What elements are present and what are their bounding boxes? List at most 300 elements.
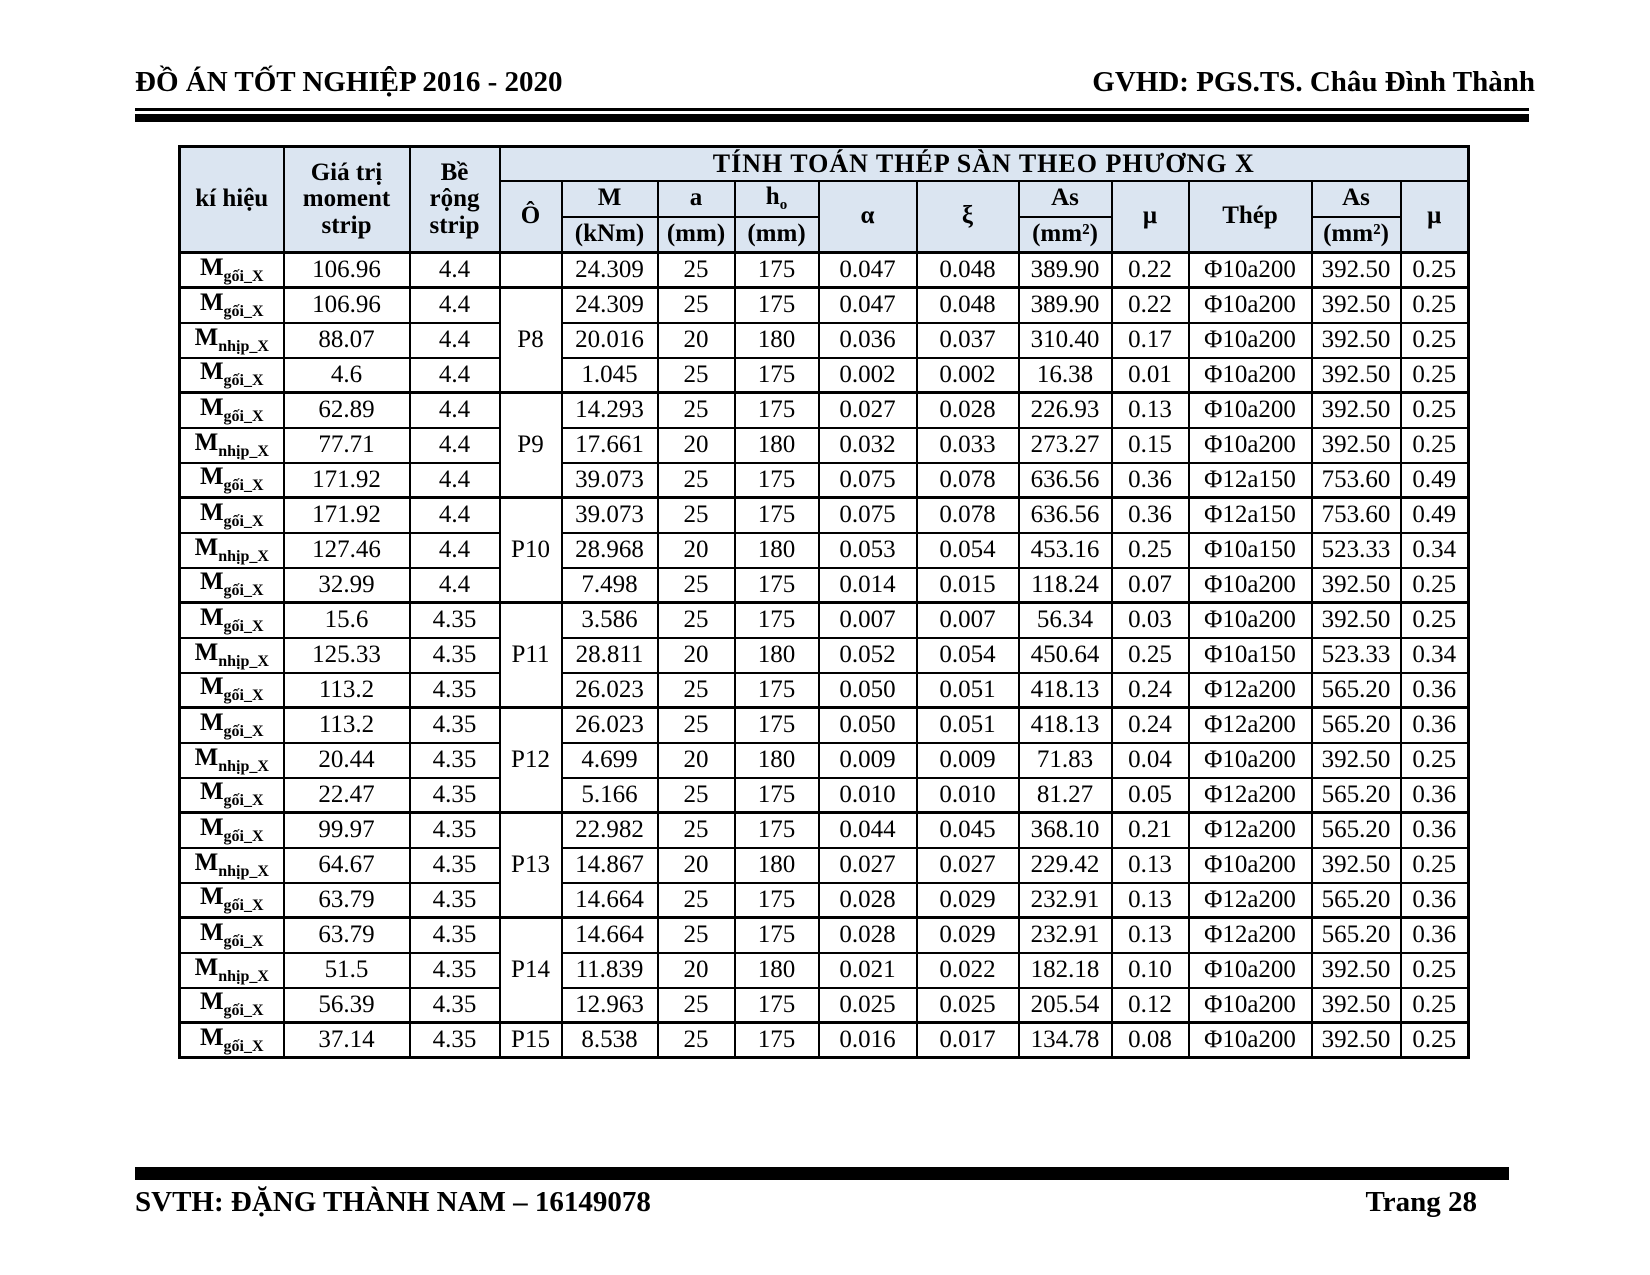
table-row <box>180 603 1469 638</box>
cell-mu2: 0.25 <box>1401 743 1469 778</box>
cell-gia-tri: 106.96 <box>284 253 410 288</box>
cell-xi: 0.051 <box>917 708 1019 743</box>
calculation-table <box>178 145 1470 1059</box>
cell-ki-hieu: $M_{nhịp\_X}$ <box>180 533 284 568</box>
cell-ki-hieu: $M_{gối\_X}$ <box>180 603 284 638</box>
cell-m: 14.664 <box>562 918 658 953</box>
cell-ki-hieu: $M_{nhịp\_X}$ <box>180 953 284 988</box>
col-header-xi: ξ <box>917 181 1019 253</box>
col-header-thep: Thép <box>1189 181 1312 253</box>
cell-as2: 753.60 <box>1312 463 1401 498</box>
cell-m: 24.309 <box>562 253 658 288</box>
header-rule-thick-bar <box>135 114 1529 122</box>
cell-as2: 392.50 <box>1312 1023 1401 1058</box>
cell-o-group: P15 <box>500 1023 562 1058</box>
cell-m: 28.811 <box>562 638 658 673</box>
cell-xi: 0.029 <box>917 883 1019 918</box>
cell-gia-tri: 22.47 <box>284 778 410 813</box>
cell-h0: 175 <box>735 673 819 708</box>
cell-a: 20 <box>658 743 735 778</box>
cell-mu1: 0.25 <box>1112 533 1189 568</box>
col-header-h0-unit: (mm) <box>735 217 819 253</box>
cell-as1: 453.16 <box>1019 533 1112 568</box>
col-header-alpha: α <box>819 181 917 253</box>
cell-thep: Φ12a200 <box>1189 883 1312 918</box>
cell-mu2: 0.25 <box>1401 848 1469 883</box>
cell-a: 25 <box>658 673 735 708</box>
table-row <box>180 778 1469 813</box>
cell-be-rong: 4.35 <box>410 953 500 988</box>
cell-mu2: 0.34 <box>1401 638 1469 673</box>
footer-rule-bar <box>135 1167 1509 1180</box>
cell-a: 25 <box>658 778 735 813</box>
cell-a: 25 <box>658 498 735 533</box>
cell-alpha: 0.075 <box>819 463 917 498</box>
col-header-mu1: μ <box>1112 181 1189 253</box>
cell-be-rong: 4.35 <box>410 708 500 743</box>
cell-mu1: 0.17 <box>1112 323 1189 358</box>
cell-be-rong: 4.4 <box>410 253 500 288</box>
cell-m: 14.293 <box>562 393 658 428</box>
cell-be-rong: 4.35 <box>410 918 500 953</box>
cell-gia-tri: 63.79 <box>284 918 410 953</box>
cell-as1: 418.13 <box>1019 673 1112 708</box>
cell-ki-hieu: $M_{nhịp\_X}$ <box>180 428 284 463</box>
cell-mu1: 0.22 <box>1112 288 1189 323</box>
cell-alpha: 0.007 <box>819 603 917 638</box>
cell-be-rong: 4.4 <box>410 323 500 358</box>
cell-mu1: 0.10 <box>1112 953 1189 988</box>
cell-mu1: 0.13 <box>1112 393 1189 428</box>
cell-xi: 0.009 <box>917 743 1019 778</box>
cell-as2: 392.50 <box>1312 253 1401 288</box>
cell-alpha: 0.036 <box>819 323 917 358</box>
cell-as1: 310.40 <box>1019 323 1112 358</box>
table-row <box>180 463 1469 498</box>
cell-mu2: 0.25 <box>1401 1023 1469 1058</box>
cell-o-group: P11 <box>500 603 562 708</box>
cell-gia-tri: 106.96 <box>284 288 410 323</box>
col-header-h0: $h_o$ <box>735 181 819 217</box>
cell-a: 25 <box>658 918 735 953</box>
cell-mu2: 0.49 <box>1401 463 1469 498</box>
table-row <box>180 883 1469 918</box>
cell-h0: 180 <box>735 323 819 358</box>
cell-m: 28.968 <box>562 533 658 568</box>
cell-as1: 232.91 <box>1019 883 1112 918</box>
cell-a: 25 <box>658 253 735 288</box>
cell-mu2: 0.36 <box>1401 918 1469 953</box>
cell-be-rong: 4.35 <box>410 848 500 883</box>
cell-gia-tri: 20.44 <box>284 743 410 778</box>
cell-ki-hieu: $M_{nhịp\_X}$ <box>180 638 284 673</box>
cell-a: 20 <box>658 953 735 988</box>
cell-as1: 368.10 <box>1019 813 1112 848</box>
cell-as2: 392.50 <box>1312 288 1401 323</box>
cell-thep: Φ12a150 <box>1189 463 1312 498</box>
cell-thep: Φ10a200 <box>1189 393 1312 428</box>
cell-m: 39.073 <box>562 498 658 533</box>
cell-thep: Φ10a200 <box>1189 253 1312 288</box>
cell-ki-hieu: $M_{gối\_X}$ <box>180 568 284 603</box>
cell-xi: 0.027 <box>917 848 1019 883</box>
cell-as2: 565.20 <box>1312 778 1401 813</box>
cell-as2: 392.50 <box>1312 743 1401 778</box>
cell-m: 26.023 <box>562 708 658 743</box>
cell-thep: Φ10a200 <box>1189 1023 1312 1058</box>
cell-as1: 134.78 <box>1019 1023 1112 1058</box>
cell-m: 22.982 <box>562 813 658 848</box>
cell-alpha: 0.052 <box>819 638 917 673</box>
cell-be-rong: 4.35 <box>410 813 500 848</box>
cell-thep: Φ10a200 <box>1189 603 1312 638</box>
cell-o-group <box>500 253 562 288</box>
table-row <box>180 288 1469 323</box>
cell-mu1: 0.01 <box>1112 358 1189 393</box>
cell-be-rong: 4.35 <box>410 673 500 708</box>
cell-xi: 0.045 <box>917 813 1019 848</box>
cell-mu2: 0.25 <box>1401 568 1469 603</box>
table-row <box>180 498 1469 533</box>
cell-mu2: 0.36 <box>1401 813 1469 848</box>
cell-mu2: 0.36 <box>1401 778 1469 813</box>
cell-a: 20 <box>658 428 735 463</box>
cell-alpha: 0.009 <box>819 743 917 778</box>
cell-gia-tri: 4.6 <box>284 358 410 393</box>
table-row <box>180 393 1469 428</box>
cell-mu1: 0.03 <box>1112 603 1189 638</box>
col-header-as1: As <box>1019 181 1112 217</box>
cell-alpha: 0.010 <box>819 778 917 813</box>
cell-m: 8.538 <box>562 1023 658 1058</box>
cell-alpha: 0.075 <box>819 498 917 533</box>
cell-xi: 0.048 <box>917 253 1019 288</box>
cell-a: 25 <box>658 358 735 393</box>
header-rule <box>135 108 1529 122</box>
cell-mu1: 0.08 <box>1112 1023 1189 1058</box>
cell-a: 20 <box>658 533 735 568</box>
cell-h0: 175 <box>735 813 819 848</box>
col-header-m: M <box>562 181 658 217</box>
cell-mu2: 0.49 <box>1401 498 1469 533</box>
cell-xi: 0.025 <box>917 988 1019 1023</box>
cell-h0: 175 <box>735 918 819 953</box>
cell-alpha: 0.028 <box>819 883 917 918</box>
cell-be-rong: 4.35 <box>410 988 500 1023</box>
table-title: TÍNH TOÁN THÉP SÀN THEO PHƯƠNG X <box>500 147 1469 181</box>
cell-m: 3.586 <box>562 603 658 638</box>
cell-m: 12.963 <box>562 988 658 1023</box>
cell-gia-tri: 125.33 <box>284 638 410 673</box>
cell-xi: 0.033 <box>917 428 1019 463</box>
cell-as2: 523.33 <box>1312 533 1401 568</box>
cell-thep: Φ10a200 <box>1189 323 1312 358</box>
cell-as2: 565.20 <box>1312 813 1401 848</box>
cell-as1: 636.56 <box>1019 498 1112 533</box>
cell-xi: 0.048 <box>917 288 1019 323</box>
cell-a: 25 <box>658 883 735 918</box>
cell-as2: 392.50 <box>1312 953 1401 988</box>
cell-o-group: P10 <box>500 498 562 603</box>
cell-alpha: 0.027 <box>819 393 917 428</box>
cell-alpha: 0.027 <box>819 848 917 883</box>
cell-mu2: 0.25 <box>1401 323 1469 358</box>
cell-h0: 175 <box>735 988 819 1023</box>
page-footer-left: SVTH: ĐẶNG THÀNH NAM – 16149078 <box>135 1186 651 1218</box>
cell-gia-tri: 56.39 <box>284 988 410 1023</box>
cell-gia-tri: 171.92 <box>284 498 410 533</box>
cell-be-rong: 4.4 <box>410 463 500 498</box>
table-row <box>180 988 1469 1023</box>
cell-as2: 565.20 <box>1312 673 1401 708</box>
cell-thep: Φ10a150 <box>1189 533 1312 568</box>
cell-h0: 175 <box>735 568 819 603</box>
cell-ki-hieu: $M_{gối\_X}$ <box>180 918 284 953</box>
cell-mu2: 0.25 <box>1401 988 1469 1023</box>
cell-m: 17.661 <box>562 428 658 463</box>
cell-thep: Φ12a200 <box>1189 778 1312 813</box>
cell-alpha: 0.050 <box>819 708 917 743</box>
cell-as2: 523.33 <box>1312 638 1401 673</box>
cell-xi: 0.002 <box>917 358 1019 393</box>
cell-xi: 0.007 <box>917 603 1019 638</box>
page-header <box>135 66 1535 99</box>
cell-ki-hieu: $M_{gối\_X}$ <box>180 1023 284 1058</box>
cell-gia-tri: 99.97 <box>284 813 410 848</box>
cell-mu1: 0.04 <box>1112 743 1189 778</box>
cell-be-rong: 4.35 <box>410 638 500 673</box>
table-row <box>180 533 1469 568</box>
cell-mu2: 0.25 <box>1401 288 1469 323</box>
page-header-right: GVHD: PGS.TS. Châu Đình Thành <box>1092 66 1535 98</box>
cell-as2: 565.20 <box>1312 918 1401 953</box>
cell-m: 14.664 <box>562 883 658 918</box>
cell-a: 25 <box>658 813 735 848</box>
table-row <box>180 358 1469 393</box>
cell-mu1: 0.13 <box>1112 918 1189 953</box>
cell-xi: 0.010 <box>917 778 1019 813</box>
cell-ki-hieu: $M_{gối\_X}$ <box>180 393 284 428</box>
cell-thep: Φ12a150 <box>1189 498 1312 533</box>
cell-h0: 175 <box>735 253 819 288</box>
cell-m: 1.045 <box>562 358 658 393</box>
cell-h0: 180 <box>735 743 819 778</box>
cell-mu1: 0.05 <box>1112 778 1189 813</box>
cell-h0: 180 <box>735 428 819 463</box>
table-row <box>180 253 1469 288</box>
cell-as1: 71.83 <box>1019 743 1112 778</box>
cell-as1: 273.27 <box>1019 428 1112 463</box>
cell-h0: 180 <box>735 638 819 673</box>
cell-gia-tri: 63.79 <box>284 883 410 918</box>
col-header-be-rong-strip: Bề rộng strip <box>410 147 500 253</box>
cell-a: 25 <box>658 288 735 323</box>
cell-as2: 392.50 <box>1312 393 1401 428</box>
cell-be-rong: 4.4 <box>410 498 500 533</box>
cell-as1: 418.13 <box>1019 708 1112 743</box>
page-footer <box>135 1186 1529 1219</box>
cell-mu1: 0.13 <box>1112 848 1189 883</box>
cell-as2: 753.60 <box>1312 498 1401 533</box>
cell-be-rong: 4.4 <box>410 533 500 568</box>
cell-mu1: 0.24 <box>1112 708 1189 743</box>
cell-ki-hieu: $M_{nhịp\_X}$ <box>180 323 284 358</box>
cell-mu2: 0.25 <box>1401 428 1469 463</box>
cell-mu2: 0.34 <box>1401 533 1469 568</box>
table-row <box>180 428 1469 463</box>
cell-a: 25 <box>658 988 735 1023</box>
cell-h0: 175 <box>735 463 819 498</box>
col-header-as2-unit: (mm²) <box>1312 217 1401 253</box>
col-header-as1-unit: (mm²) <box>1019 217 1112 253</box>
cell-be-rong: 4.4 <box>410 568 500 603</box>
col-header-a: a <box>658 181 735 217</box>
cell-mu1: 0.36 <box>1112 498 1189 533</box>
cell-gia-tri: 32.99 <box>284 568 410 603</box>
cell-xi: 0.054 <box>917 533 1019 568</box>
cell-as1: 182.18 <box>1019 953 1112 988</box>
cell-xi: 0.015 <box>917 568 1019 603</box>
cell-mu1: 0.25 <box>1112 638 1189 673</box>
cell-xi: 0.022 <box>917 953 1019 988</box>
cell-a: 25 <box>658 708 735 743</box>
cell-xi: 0.028 <box>917 393 1019 428</box>
cell-m: 39.073 <box>562 463 658 498</box>
cell-mu2: 0.25 <box>1401 603 1469 638</box>
cell-alpha: 0.025 <box>819 988 917 1023</box>
cell-as1: 56.34 <box>1019 603 1112 638</box>
cell-h0: 175 <box>735 778 819 813</box>
table-container <box>178 145 1470 1059</box>
cell-gia-tri: 88.07 <box>284 323 410 358</box>
cell-ki-hieu: $M_{gối\_X}$ <box>180 813 284 848</box>
table-row <box>180 743 1469 778</box>
cell-ki-hieu: $M_{gối\_X}$ <box>180 988 284 1023</box>
cell-gia-tri: 171.92 <box>284 463 410 498</box>
cell-as2: 392.50 <box>1312 428 1401 463</box>
cell-ki-hieu: $M_{gối\_X}$ <box>180 463 284 498</box>
cell-thep: Φ10a200 <box>1189 568 1312 603</box>
cell-a: 20 <box>658 323 735 358</box>
cell-thep: Φ10a150 <box>1189 638 1312 673</box>
cell-h0: 175 <box>735 603 819 638</box>
cell-alpha: 0.044 <box>819 813 917 848</box>
cell-be-rong: 4.35 <box>410 778 500 813</box>
cell-ki-hieu: $M_{gối\_X}$ <box>180 708 284 743</box>
cell-be-rong: 4.35 <box>410 883 500 918</box>
table-body <box>180 253 1469 1058</box>
table-row <box>180 673 1469 708</box>
col-header-as2: As <box>1312 181 1401 217</box>
cell-gia-tri: 113.2 <box>284 673 410 708</box>
cell-mu2: 0.25 <box>1401 393 1469 428</box>
table-row <box>180 848 1469 883</box>
cell-h0: 175 <box>735 393 819 428</box>
cell-xi: 0.078 <box>917 498 1019 533</box>
cell-thep: Φ10a200 <box>1189 848 1312 883</box>
cell-thep: Φ12a200 <box>1189 918 1312 953</box>
cell-o-group: P12 <box>500 708 562 813</box>
cell-mu2: 0.25 <box>1401 953 1469 988</box>
cell-as2: 392.50 <box>1312 358 1401 393</box>
cell-m: 11.839 <box>562 953 658 988</box>
cell-xi: 0.054 <box>917 638 1019 673</box>
cell-xi: 0.037 <box>917 323 1019 358</box>
cell-be-rong: 4.4 <box>410 288 500 323</box>
cell-be-rong: 4.35 <box>410 743 500 778</box>
cell-ki-hieu: $M_{gối\_X}$ <box>180 253 284 288</box>
cell-ki-hieu: $M_{gối\_X}$ <box>180 673 284 708</box>
cell-thep: Φ12a200 <box>1189 708 1312 743</box>
cell-m: 14.867 <box>562 848 658 883</box>
cell-thep: Φ10a200 <box>1189 953 1312 988</box>
cell-gia-tri: 15.6 <box>284 603 410 638</box>
cell-mu2: 0.25 <box>1401 253 1469 288</box>
page-number: Trang 28 <box>1365 1186 1477 1218</box>
cell-as1: 205.54 <box>1019 988 1112 1023</box>
cell-thep: Φ12a200 <box>1189 673 1312 708</box>
cell-as1: 389.90 <box>1019 288 1112 323</box>
cell-as2: 392.50 <box>1312 568 1401 603</box>
cell-h0: 175 <box>735 1023 819 1058</box>
cell-a: 20 <box>658 848 735 883</box>
cell-as2: 392.50 <box>1312 848 1401 883</box>
cell-a: 25 <box>658 1023 735 1058</box>
cell-alpha: 0.002 <box>819 358 917 393</box>
cell-mu1: 0.13 <box>1112 883 1189 918</box>
cell-m: 24.309 <box>562 288 658 323</box>
cell-m: 26.023 <box>562 673 658 708</box>
cell-ki-hieu: $M_{gối\_X}$ <box>180 288 284 323</box>
cell-a: 20 <box>658 638 735 673</box>
cell-mu1: 0.21 <box>1112 813 1189 848</box>
cell-o-group: P8 <box>500 288 562 393</box>
cell-as1: 232.91 <box>1019 918 1112 953</box>
cell-alpha: 0.053 <box>819 533 917 568</box>
table-row <box>180 568 1469 603</box>
cell-alpha: 0.014 <box>819 568 917 603</box>
cell-ki-hieu: $M_{gối\_X}$ <box>180 358 284 393</box>
cell-ki-hieu: $M_{nhịp\_X}$ <box>180 743 284 778</box>
cell-gia-tri: 77.71 <box>284 428 410 463</box>
cell-gia-tri: 37.14 <box>284 1023 410 1058</box>
cell-as2: 565.20 <box>1312 883 1401 918</box>
cell-be-rong: 4.35 <box>410 603 500 638</box>
cell-gia-tri: 113.2 <box>284 708 410 743</box>
cell-be-rong: 4.4 <box>410 358 500 393</box>
table-row <box>180 1023 1469 1058</box>
cell-as1: 229.42 <box>1019 848 1112 883</box>
cell-h0: 180 <box>735 848 819 883</box>
cell-h0: 175 <box>735 708 819 743</box>
cell-a: 25 <box>658 568 735 603</box>
cell-a: 25 <box>658 463 735 498</box>
cell-h0: 175 <box>735 498 819 533</box>
cell-thep: Φ10a200 <box>1189 743 1312 778</box>
cell-as1: 636.56 <box>1019 463 1112 498</box>
cell-thep: Φ12a200 <box>1189 813 1312 848</box>
cell-thep: Φ10a200 <box>1189 288 1312 323</box>
cell-as2: 392.50 <box>1312 603 1401 638</box>
cell-as1: 16.38 <box>1019 358 1112 393</box>
table-row <box>180 813 1469 848</box>
cell-mu2: 0.25 <box>1401 358 1469 393</box>
cell-m: 20.016 <box>562 323 658 358</box>
cell-mu1: 0.24 <box>1112 673 1189 708</box>
cell-h0: 180 <box>735 533 819 568</box>
cell-ki-hieu: $M_{gối\_X}$ <box>180 498 284 533</box>
cell-o-group: P9 <box>500 393 562 498</box>
